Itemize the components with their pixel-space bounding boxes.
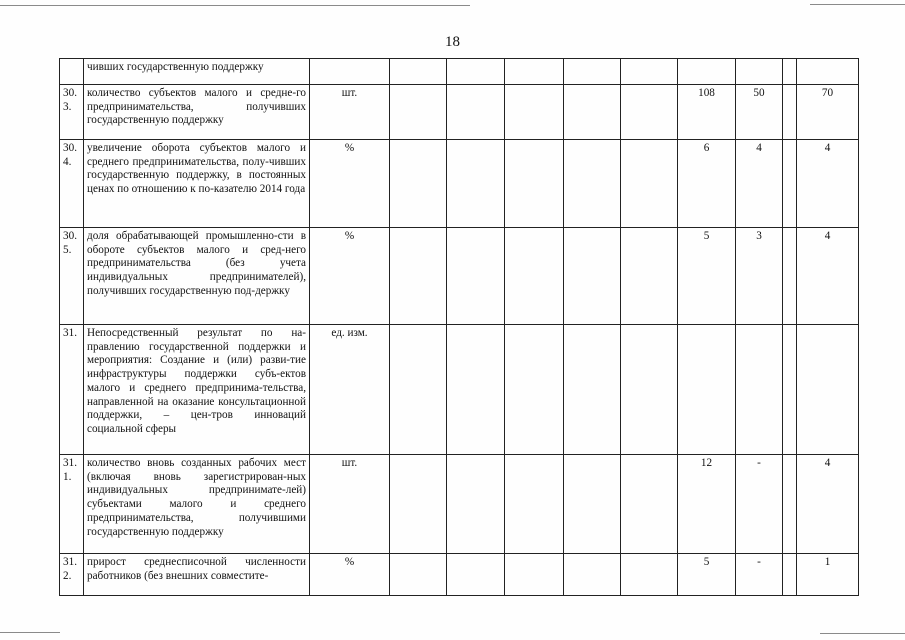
value-cell	[783, 228, 797, 325]
value-cell	[783, 140, 797, 228]
indicator-description: чивших государственную поддержку	[84, 59, 310, 85]
value-cell	[390, 140, 447, 228]
row-number: 30. 5.	[60, 228, 84, 325]
indicator-description: количество вновь созданных рабочих мест (включая вновь зарегистрирован-ных индивидуальных предпринимате-лей) субъектами малого и среднего предпринимательства, получившими государственную поддержку	[84, 455, 310, 554]
value-cell	[505, 85, 564, 140]
value-cell	[505, 140, 564, 228]
table-row	[60, 455, 859, 554]
row-number	[60, 59, 84, 85]
value-cell: 4	[736, 140, 783, 228]
value-cell	[447, 59, 505, 85]
unit-cell: %	[310, 554, 390, 596]
unit-cell: шт.	[310, 85, 390, 140]
scan-edge-bottom-left	[0, 632, 60, 633]
value-cell: 70	[797, 85, 859, 140]
table-row	[60, 228, 859, 325]
value-cell	[736, 59, 783, 85]
scan-edge-top-left	[0, 5, 470, 6]
value-cell	[564, 85, 621, 140]
value-cell	[564, 455, 621, 554]
value-cell	[678, 325, 736, 455]
value-cell: 6	[678, 140, 736, 228]
value-cell: 5	[678, 554, 736, 596]
value-cell	[447, 325, 505, 455]
unit-cell: %	[310, 228, 390, 325]
indicator-description: доля обрабатывающей промышленно-сти в обороте субъектов малого и сред-него предпринимательства (без учета индивидуальных предпринимателей), получивших государственную под-держку	[84, 228, 310, 325]
value-cell: -	[736, 554, 783, 596]
unit-cell: ед. изм.	[310, 325, 390, 455]
value-cell	[621, 85, 678, 140]
row-number: 31.	[60, 325, 84, 455]
value-cell	[621, 325, 678, 455]
value-cell: 3	[736, 228, 783, 325]
value-cell	[783, 554, 797, 596]
value-cell	[447, 228, 505, 325]
value-cell	[390, 325, 447, 455]
table-row	[60, 140, 859, 228]
value-cell	[564, 554, 621, 596]
value-cell	[797, 325, 859, 455]
value-cell	[447, 455, 505, 554]
value-cell	[783, 325, 797, 455]
value-cell	[621, 140, 678, 228]
value-cell: 12	[678, 455, 736, 554]
row-number: 31. 2.	[60, 554, 84, 596]
value-cell	[505, 325, 564, 455]
unit-cell	[310, 59, 390, 85]
table-row	[60, 85, 859, 140]
value-cell: -	[736, 455, 783, 554]
value-cell	[447, 140, 505, 228]
indicator-description: количество субъектов малого и средне-го предпринимательства, получивших государственную поддержку	[84, 85, 310, 140]
value-cell	[621, 455, 678, 554]
indicator-description: прирост среднесписочной численности работников (без внешних совместите-	[84, 554, 310, 596]
value-cell	[505, 455, 564, 554]
row-number: 31. 1.	[60, 455, 84, 554]
row-number: 30. 4.	[60, 140, 84, 228]
scan-edge-bottom-right	[820, 633, 905, 634]
table-row	[60, 59, 859, 85]
value-cell	[736, 325, 783, 455]
indicator-description: Непосредственный результат по на-правлению государственной поддержки и мероприятия: Создание и (или) разви-тие инфраструктуры поддержки субъ-ектов малого и среднего предпринима-тельства, направленной на оказание консультационной поддержки, – цен-тров инноваций социальной сферы	[84, 325, 310, 455]
value-cell	[390, 228, 447, 325]
value-cell: 4	[797, 140, 859, 228]
value-cell	[505, 554, 564, 596]
unit-cell: %	[310, 140, 390, 228]
value-cell	[564, 140, 621, 228]
value-cell	[390, 554, 447, 596]
indicator-table	[59, 58, 859, 596]
value-cell	[564, 325, 621, 455]
page-number: 18	[445, 34, 460, 50]
value-cell	[447, 85, 505, 140]
value-cell: 5	[678, 228, 736, 325]
value-cell: 1	[797, 554, 859, 596]
value-cell	[783, 455, 797, 554]
value-cell	[390, 59, 447, 85]
value-cell	[783, 85, 797, 140]
indicator-description: увеличение оборота субъектов малого и среднего предпринимательства, полу-чивших государственную поддержку, в постоянных ценах по отношению к по-казателю 2014 года	[84, 140, 310, 228]
value-cell	[390, 455, 447, 554]
value-cell	[505, 59, 564, 85]
value-cell	[797, 59, 859, 85]
unit-cell: шт.	[310, 455, 390, 554]
value-cell	[621, 228, 678, 325]
value-cell	[447, 554, 505, 596]
value-cell	[621, 59, 678, 85]
row-number: 30. 3.	[60, 85, 84, 140]
value-cell	[564, 59, 621, 85]
value-cell	[564, 228, 621, 325]
scan-edge-top-right	[810, 4, 905, 5]
value-cell	[783, 59, 797, 85]
value-cell: 50	[736, 85, 783, 140]
value-cell: 4	[797, 228, 859, 325]
table-row	[60, 325, 859, 455]
table-row	[60, 554, 859, 596]
value-cell	[621, 554, 678, 596]
value-cell: 108	[678, 85, 736, 140]
value-cell: 4	[797, 455, 859, 554]
value-cell	[390, 85, 447, 140]
value-cell	[678, 59, 736, 85]
value-cell	[505, 228, 564, 325]
